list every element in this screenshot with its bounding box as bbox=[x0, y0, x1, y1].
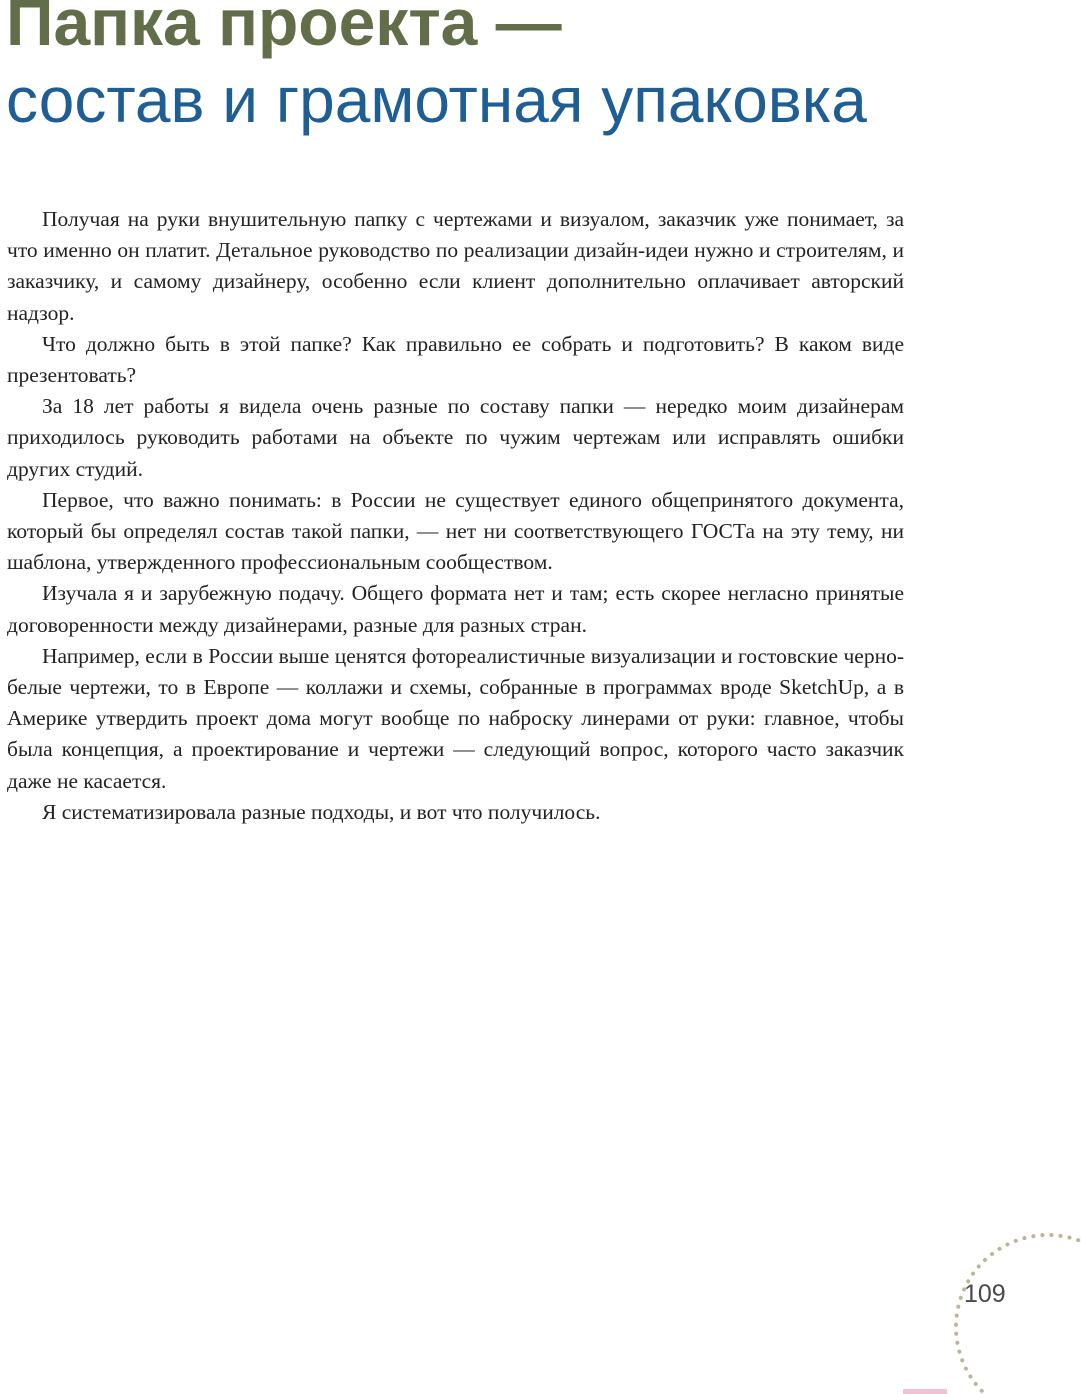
paragraph: Например, если в России выше ценятся фотореалистичные визуализации и гостовские черно-белые чертежи, то в Европе — коллажи и схемы, собранные в программах вроде SketchUp, а в Америке утвердить проект дома могут вообще по наброску линерами от руки: главное, чтобы была концепция, а проектирование и чертежи — следующий вопрос, которого часто заказчик даже не касается. bbox=[7, 643, 904, 793]
decorative-pink-strip bbox=[903, 1389, 947, 1394]
paragraph: Что должно быть в этой папке? Как правильно ее собрать и подготовить? В каком виде презентовать? bbox=[7, 331, 904, 388]
paragraph: Получая на руки внушительную папку с чертежами и визуалом, заказчик уже понимает, за что именно он платит. Детальное руководство по реализации дизайн-идеи нужно и строителям, и заказчику, и самому дизайнеру, особенно если клиент дополнительно оплачивает авторский надзор. bbox=[7, 207, 904, 325]
page-number: 109 bbox=[964, 1280, 1006, 1308]
paragraph: Изучала я и зарубежную подачу. Общего формата нет и там; есть скорее негласно принятые договоренности между дизайнерами, разные для разных стран. bbox=[7, 581, 904, 637]
paragraph: Первое, что важно понимать: в России не существует единого общепринятого документа, который бы определял состав такой папки, — нет ни соответствующего ГОСТа на эту тему, ни шаблона, утвержденного профессиональным сообществом. bbox=[7, 487, 904, 575]
page-subtitle: состав и грамотная упаковка bbox=[6, 64, 867, 136]
page-number-dotted-circle bbox=[953, 1232, 1081, 1394]
paragraph: Я систематизировала разные подходы, и вот что получилось. bbox=[42, 799, 601, 824]
paragraph: За 18 лет работы я видела очень разные по составу папки — нередко моим дизайнерам приходилось руководить работами на объекте по чужим чертежам или исправлять ошибки других студий. bbox=[7, 394, 904, 481]
page-title: Папка проекта — bbox=[6, 0, 562, 59]
article-body bbox=[7, 204, 904, 828]
